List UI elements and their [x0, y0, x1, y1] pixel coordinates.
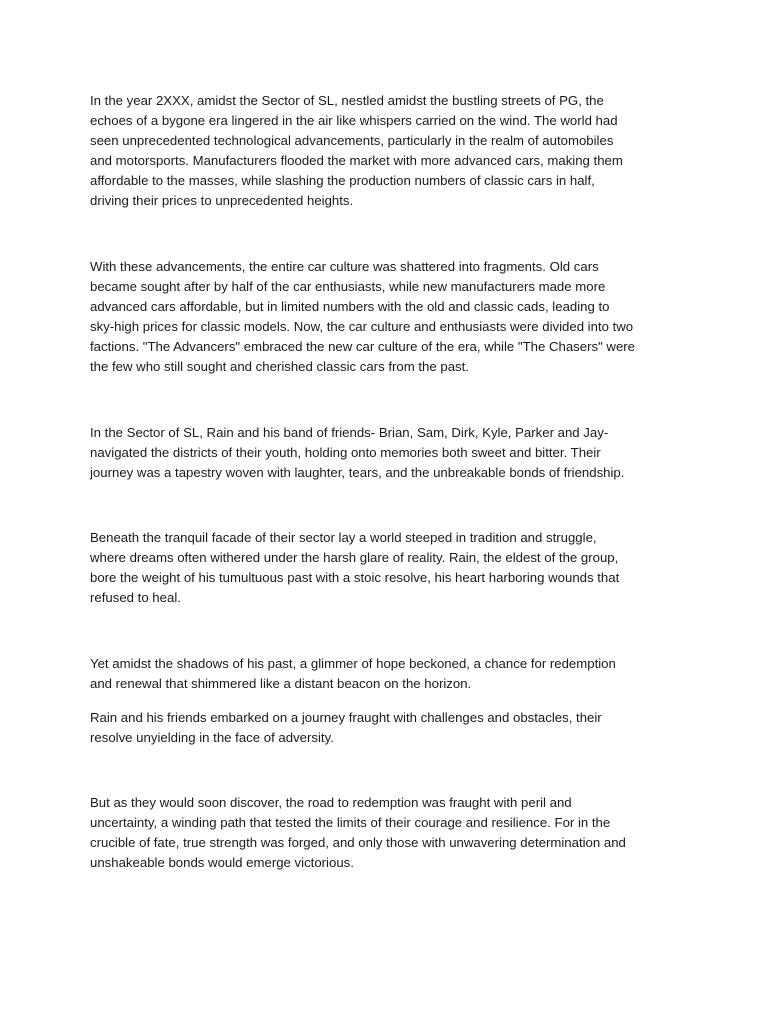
paragraph-line: journey was a tapestry woven with laughter, tears, and the unbreakable bonds of friendship. — [90, 465, 625, 480]
paragraph-line: refused to heal. — [90, 590, 181, 605]
paragraph-line: crucible of fate, true strength was forged, and only those with unwavering determination and — [90, 835, 626, 850]
paragraph-line: advanced cars affordable, but in limited numbers with the old and classic cads, leading to — [90, 299, 610, 314]
paragraph-line: resolve unyielding in the face of adversity. — [90, 730, 334, 745]
paragraph-line: Yet amidst the shadows of his past, a glimmer of hope beckoned, a chance for redemption — [90, 656, 616, 671]
paragraph-line: In the Sector of SL, Rain and his band of friends- Brian, Sam, Dirk, Kyle, Parker and Jay- — [90, 425, 609, 440]
paragraph-line: factions. "The Advancers" embraced the new car culture of the era, while "The Chasers" were — [90, 339, 636, 354]
paragraph-line: Beneath the tranquil facade of their sector lay a world steeped in tradition and struggle, — [90, 530, 597, 545]
paragraph-line: navigated the districts of their youth, holding onto memories both sweet and bitter. Their — [90, 445, 601, 460]
paragraph-line: With these advancements, the entire car culture was shattered into fragments. Old cars — [90, 259, 599, 274]
paragraph-3 — [90, 423, 678, 483]
paragraph-line: bore the weight of his tumultuous past with a stoic resolve, his heart harboring wounds that — [90, 570, 620, 585]
paragraph-line: unshakeable bonds would emerge victorious. — [90, 855, 354, 870]
paragraph-1 — [90, 91, 678, 211]
paragraph-line: became sought after by half of the car enthusiasts, while new manufacturers made more — [90, 279, 606, 294]
paragraph-4 — [90, 528, 678, 608]
paragraph-line: affordable to the masses, while slashing the production numbers of classic cars in half, — [90, 173, 595, 188]
paragraph-2 — [90, 257, 678, 377]
paragraph-line: and renewal that shimmered like a distant beacon on the horizon. — [90, 676, 472, 691]
paragraph-line: where dreams often withered under the harsh glare of reality. Rain, the eldest of the group, — [90, 550, 619, 565]
paragraph-line: echoes of a bygone era lingered in the air like whispers carried on the wind. The world had — [90, 113, 618, 128]
paragraph-line: uncertainty, a winding path that tested the limits of their courage and resilience. For in the — [90, 815, 611, 830]
paragraph-line: But as they would soon discover, the road to redemption was fraught with peril and — [90, 795, 572, 810]
paragraph-line: sky-high prices for classic models. Now, the car culture and enthusiasts were divided into two — [90, 319, 634, 334]
paragraph-line: and motorsports. Manufacturers flooded the market with more advanced cars, making them — [90, 153, 623, 168]
paragraph-line: driving their prices to unprecedented heights. — [90, 193, 354, 208]
paragraph-5 — [90, 654, 678, 694]
paragraph-line: In the year 2XXX, amidst the Sector of SL, nestled amidst the bustling streets of PG, the — [90, 93, 604, 108]
paragraph-line: Rain and his friends embarked on a journey fraught with challenges and obstacles, their — [90, 710, 602, 725]
paragraph-line: seen unprecedented technological advancements, particularly in the realm of automobiles — [90, 133, 614, 148]
paragraph-7 — [90, 793, 678, 873]
paragraph-6 — [90, 708, 678, 748]
paragraph-line: the few who still sought and cherished classic cars from the past. — [90, 359, 469, 374]
